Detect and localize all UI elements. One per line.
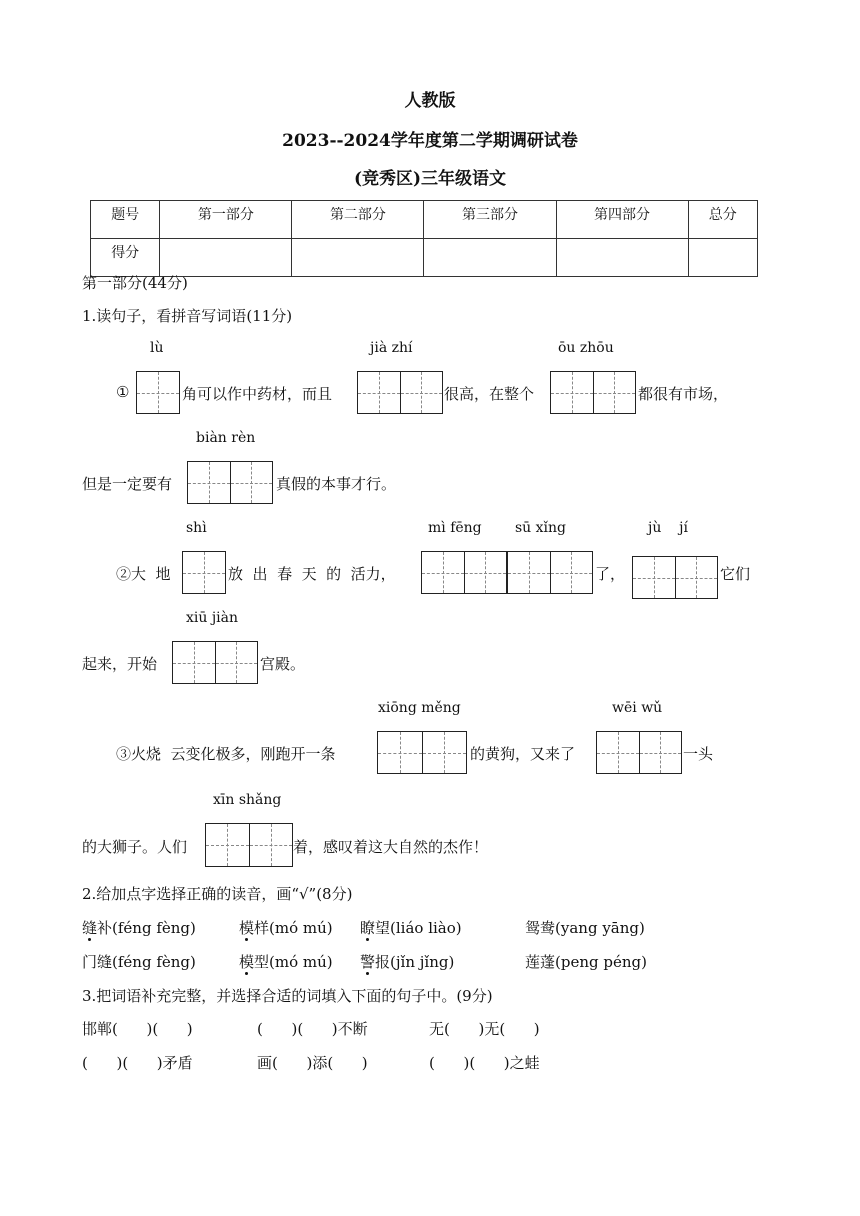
- answer-box-xiujian[interactable]: [172, 641, 258, 684]
- sentence1-text-c: 都很有市场，: [638, 385, 729, 403]
- answer-box-suxing[interactable]: [507, 551, 593, 594]
- answer-box-xinshang[interactable]: [205, 823, 293, 867]
- sentence3-text-d: 的大狮子。人们: [82, 838, 188, 856]
- q3-idiom-5[interactable]: 画( )添( ): [257, 1054, 368, 1072]
- q2-item-jingbao[interactable]: [360, 951, 454, 972]
- pinyin-weiwu: wēi wǔ: [612, 700, 663, 716]
- q2-item-char: 鸳: [525, 919, 541, 937]
- answer-box-shi[interactable]: [182, 551, 226, 594]
- pinyin-xinshang: xīn shǎng: [213, 792, 282, 808]
- q2-item-menfeng[interactable]: [82, 951, 196, 972]
- exam-title: 2023--2024学年度第二学期调研试卷: [282, 131, 578, 151]
- part1-heading: 第一部分(44分): [82, 274, 188, 292]
- q2-item-char: 门: [82, 953, 98, 971]
- q3-idiom-6[interactable]: ( )( )之蛙: [429, 1054, 540, 1072]
- score-table-cell: 第二部分: [292, 201, 424, 239]
- q3-title: 3.把词语补充完整，并选择合适的词填入下面的句子中。(9分): [82, 987, 493, 1005]
- sentence2-text-e: 起来，开始: [82, 655, 158, 673]
- q2-item-moxing[interactable]: [239, 951, 333, 972]
- q2-item-text: 补(féng fèng): [97, 919, 196, 937]
- sentence2-text-a: ②大 地: [116, 565, 171, 583]
- q2-item-liaowang[interactable]: [360, 917, 462, 938]
- score-input-cell[interactable]: [292, 239, 424, 277]
- exam-subtitle: (竞秀区)三年级语文: [353, 169, 507, 189]
- sentence2-text-c: 了，: [595, 565, 626, 583]
- q3-idiom-4[interactable]: ( )( )矛盾: [82, 1054, 193, 1072]
- sentence1-text-b: 很高，在整个: [444, 385, 535, 403]
- score-table: [90, 200, 758, 277]
- sentence3-text-a: ③火烧 云变化极多，刚跑开一条: [116, 745, 336, 763]
- sentence1-marker: ①: [116, 383, 130, 401]
- pinyin-mifeng: mì fēng: [428, 520, 482, 536]
- score-table-cell: 题号: [91, 201, 160, 239]
- q2-item-text: 样(mó mú): [254, 919, 333, 937]
- answer-box-ouzhou[interactable]: [550, 371, 636, 414]
- score-table-cell: 得分: [91, 239, 160, 277]
- q2-item-yuanyang[interactable]: [525, 917, 645, 938]
- dotted-char: 模: [239, 919, 255, 937]
- score-table-cell: 第一部分: [160, 201, 292, 239]
- score-input-cell[interactable]: [424, 239, 556, 277]
- score-table-cell: 第四部分: [556, 201, 688, 239]
- sentence1-text-d: 但是一定要有: [82, 475, 173, 493]
- sentence2-text-b: 放 出 春 天 的 活力，: [228, 565, 396, 583]
- q2-item-moyang[interactable]: [239, 917, 333, 938]
- sentence3-text-e: 着，感叹着这大自然的杰作！: [293, 838, 489, 856]
- pinyin-jiazhi: jià zhí: [370, 340, 413, 356]
- q3-idiom-2[interactable]: ( )( )不断: [257, 1020, 368, 1038]
- score-table-cell: 总分: [688, 201, 757, 239]
- score-table-header-row: [91, 201, 758, 239]
- pinyin-shi: shì: [186, 520, 207, 536]
- pinyin-suxing: sū xǐng: [515, 520, 567, 536]
- q2-item-text: 蓬(peng péng): [540, 953, 647, 971]
- pinyin-xiongmeng: xiōng měng: [378, 700, 461, 716]
- sentence2-text-f: 宫殿。: [260, 655, 306, 673]
- answer-box-jiazhi[interactable]: [357, 371, 443, 414]
- answer-box-lu[interactable]: [136, 371, 180, 414]
- answer-box-mifeng[interactable]: [421, 551, 507, 594]
- sentence2-text-d: 它们: [720, 565, 751, 583]
- sentence1-text-e: 真假的本事才行。: [276, 475, 397, 493]
- answer-box-xiongmeng[interactable]: [377, 731, 467, 774]
- dotted-char: 模: [239, 953, 255, 971]
- sentence3-text-c: 一头: [683, 745, 714, 763]
- answer-box-weiwu[interactable]: [596, 731, 682, 774]
- q2-item-fengbu[interactable]: [82, 917, 196, 938]
- q2-item-text: 望(liáo liào): [375, 919, 462, 937]
- score-input-cell[interactable]: [688, 239, 757, 277]
- q2-item-text: 型(mó mú): [254, 953, 333, 971]
- sentence3-text-b: 的黄狗，又来了: [470, 745, 576, 763]
- q2-item-text: 报(jǐn jǐng): [375, 953, 455, 971]
- dotted-char: 警: [360, 953, 376, 971]
- q2-item-text: 缝(féng fèng): [97, 953, 196, 971]
- pinyin-ouzhou: ōu zhōu: [558, 340, 614, 356]
- dotted-char: 缝: [82, 919, 98, 937]
- pinyin-lu: lù: [150, 340, 164, 356]
- pinyin-juji: jù jí: [648, 520, 688, 536]
- q2-item-text: 鸯(yang yāng): [540, 919, 645, 937]
- q3-idiom-1[interactable]: 邯郸( )( ): [82, 1020, 193, 1038]
- q2-item-lianpeng[interactable]: [525, 951, 647, 972]
- exam-publisher: 人教版: [404, 91, 456, 111]
- q1-title: 1.读句子，看拼音写词语(11分): [82, 307, 293, 325]
- q2-title: 2.给加点字选择正确的读音，画“√”(8分): [82, 885, 353, 903]
- score-input-cell[interactable]: [556, 239, 688, 277]
- dotted-char: 瞭: [360, 919, 376, 937]
- score-input-cell[interactable]: [160, 239, 292, 277]
- score-table-cell: 第三部分: [424, 201, 556, 239]
- pinyin-bianren: biàn rèn: [196, 430, 256, 446]
- sentence1-text-a: 角可以作中药材，而且: [182, 385, 333, 403]
- q3-idiom-3[interactable]: 无( )无( ): [429, 1020, 540, 1038]
- answer-box-bianren[interactable]: [187, 461, 273, 504]
- score-table-score-row: [91, 239, 758, 277]
- answer-box-juji[interactable]: [632, 556, 718, 599]
- pinyin-xiujian: xiū jiàn: [186, 610, 239, 626]
- q2-item-char: 莲: [525, 953, 541, 971]
